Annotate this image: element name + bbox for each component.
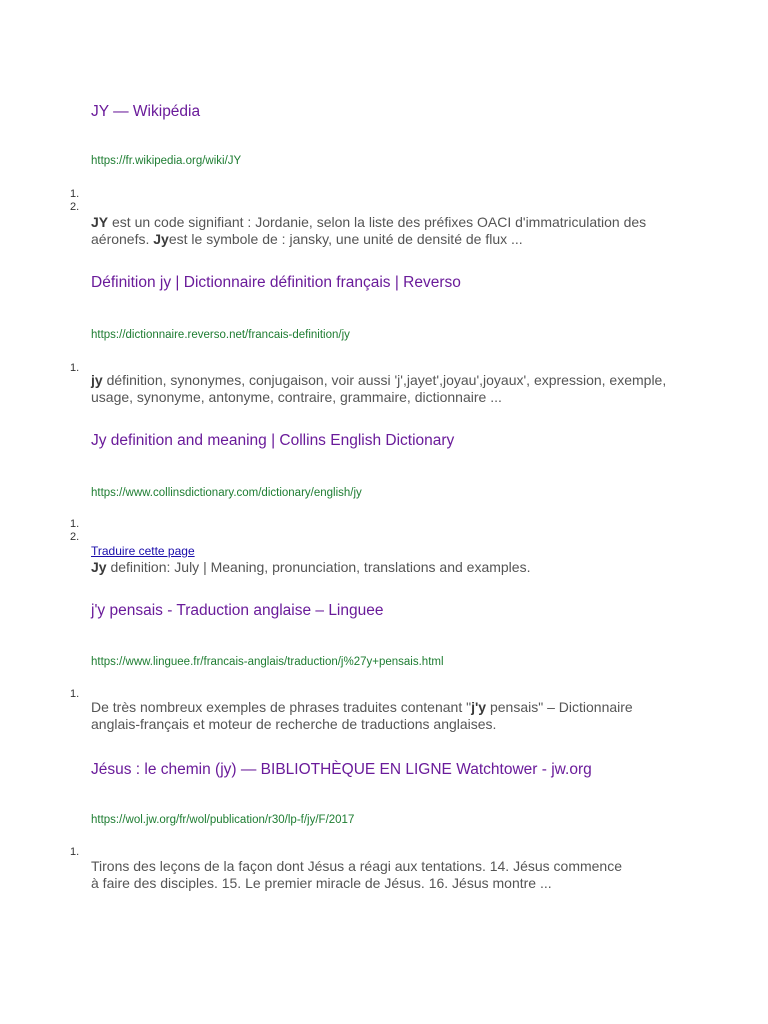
snippet-text: pensais" – Dictionnaire anglais-français et moteur de recherche de traductions anglaises. [91, 699, 633, 732]
result-snippet [91, 559, 711, 576]
result-title-link[interactable]: j'y pensais - Traduction anglaise – Linguee [91, 602, 384, 619]
snippet-text: definition: July | Meaning, pronunciation, translations and examples. [106, 559, 531, 575]
list-number: 2. [70, 201, 80, 213]
list-number: 1. [70, 362, 80, 374]
result-snippet [91, 214, 691, 248]
result-title-link[interactable]: Jy definition and meaning | Collins English Dictionary [91, 432, 455, 449]
list-number: 1. [70, 188, 80, 200]
result-url[interactable]: https://dictionnaire.reverso.net/francais-definition/jy [91, 329, 350, 341]
result-title-link[interactable]: Jésus : le chemin (jy) — BIBLIOTHÈQUE EN LIGNE Watchtower - jw.org [91, 761, 592, 778]
snippet-keyword: JY [91, 214, 109, 230]
result-url[interactable]: https://www.collinsdictionary.com/dictionary/english/jy [91, 487, 362, 499]
result-snippet [91, 858, 626, 892]
result-url[interactable]: https://wol.jw.org/fr/wol/publication/r30/lp-f/jy/F/2017 [91, 814, 355, 826]
snippet-text: est le symbole de : jansky, une unité de densité de flux ... [168, 231, 523, 247]
list-number: 1. [70, 846, 80, 858]
snippet-keyword: j'y [471, 699, 487, 715]
result-snippet [91, 699, 651, 733]
result-url[interactable]: https://www.linguee.fr/francais-anglais/traduction/j%27y+pensais.html [91, 656, 444, 668]
snippet-text: est un code signifiant : Jordanie, selon la liste des préfixes OACI d'immatriculation des aéronefs. [91, 214, 647, 247]
snippet-text: Tirons des leçons de la façon dont Jésus a réagi aux tentations. 14. Jésus commence à faire des disciples. 15. Le premier miracle de Jésus. 16. Jésus montre ... [91, 858, 623, 891]
list-number: 1. [70, 688, 80, 700]
snippet-keyword: jy [91, 372, 103, 388]
result-snippet [91, 372, 671, 406]
result-url[interactable]: https://fr.wikipedia.org/wiki/JY [91, 155, 242, 167]
translate-page-link[interactable]: Traduire cette page [91, 544, 195, 558]
result-title-link[interactable]: Définition jy | Dictionnaire définition français | Reverso [91, 274, 461, 291]
result-title-link[interactable]: JY — Wikipédia [91, 103, 201, 120]
list-number: 1. [70, 518, 80, 530]
snippet-text: définition, synonymes, conjugaison, voir aussi 'j',jayet',joyau',joyaux', expression, exemple, usage, synonyme, antonyme, contraire, grammaire, dictionnaire ... [91, 372, 667, 405]
list-number: 2. [70, 531, 80, 543]
snippet-keyword: Jy [91, 559, 107, 575]
snippet-text: De très nombreux exemples de phrases traduites contenant " [91, 699, 472, 715]
snippet-keyword: Jy [153, 231, 169, 247]
